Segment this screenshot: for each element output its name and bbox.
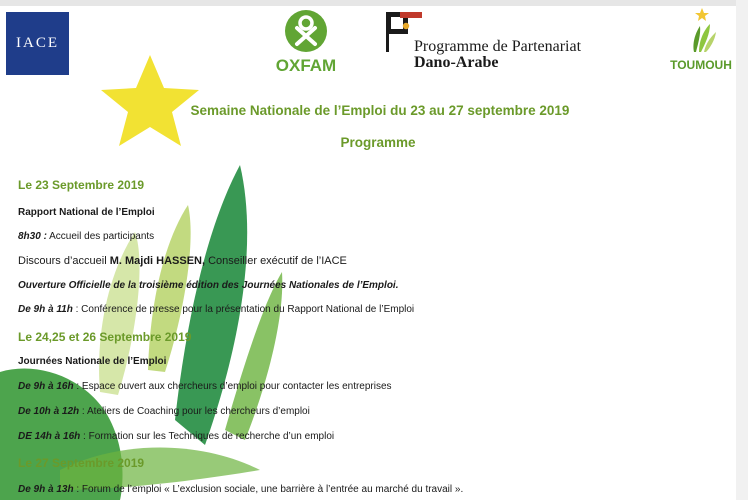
star-icon — [101, 55, 199, 146]
day3-item1-time: De 9h à 13h — [18, 484, 74, 495]
ppda-logo — [386, 12, 616, 72]
day2-item2-time: De 10h à 12h — [18, 406, 80, 417]
day2-item2 — [18, 406, 310, 417]
toumouh-logo-text: TOUMOUH — [670, 58, 732, 72]
day1-section: Rapport National de l’Emploi — [18, 207, 155, 218]
oxfam-logo — [270, 10, 340, 80]
ppda-logo-line2: Dano-Arabe — [414, 54, 499, 71]
day1-item3: Ouverture Officielle de la troisième édition des Journées Nationales de l’Emploi. — [18, 280, 399, 291]
day1-item4 — [18, 304, 414, 315]
day2-item2-text: : Ateliers de Coaching pour les chercheurs d’emploi — [79, 406, 310, 417]
iace-logo-text: IACE — [16, 35, 59, 51]
ppda-logo-line1: Programme de Partenariat — [414, 38, 582, 55]
day3-item1 — [18, 484, 463, 495]
day1-item2 — [18, 255, 347, 267]
page-title: Semaine Nationale de l’Emploi du 23 au 27 septembre 2019 — [190, 103, 570, 118]
day2-item1-time: De 9h à 16h — [18, 381, 74, 392]
oxfam-logo-text: OXFAM — [275, 56, 337, 75]
day1-item2-pre: Discours d’accueil — [18, 255, 110, 267]
day1-item2-post: Conseiller exécutif de l’IACE — [205, 255, 347, 267]
day1-heading: Le 23 Septembre 2019 — [18, 178, 145, 192]
day2-item1-text: : Espace ouvert aux chercheurs d’emploi pour contacter les entreprises — [73, 381, 392, 392]
toumouh-logo — [664, 8, 738, 74]
day1-item4-text: : Conférence de presse pour la présentation du Rapport National de l’Emploi — [72, 304, 415, 315]
day1-item1 — [18, 231, 154, 242]
day2-heading: Le 24,25 et 26 Septembre 2019 — [18, 330, 192, 344]
day3-heading: Le 27 Septembre 2019 — [18, 456, 145, 470]
day3-item1-text: : Forum de l’emploi « L’exclusion sociale, une barrière à l’entrée au marché du travail ». — [73, 484, 464, 495]
day2-item3 — [18, 431, 334, 442]
day2-item3-time: DE 14h à 16h — [18, 431, 81, 442]
day2-section: Journées Nationale de l’Emploi — [18, 356, 167, 367]
day1-item1-time: 8h30 : — [18, 231, 47, 242]
oxfam-icon — [285, 10, 327, 52]
day1-item2-name: M. Majdi HASSEN, — [109, 255, 206, 267]
toumouh-mark-icon — [686, 8, 718, 54]
day2-item3-text: : Formation sur les Techniques de recherche d’un emploi — [80, 431, 335, 442]
day1-item1-text: Accueil des participants — [46, 231, 155, 242]
day1-item4-time: De 9h à 11h — [18, 304, 73, 315]
iace-logo — [6, 12, 69, 75]
page-subtitle: Programme — [340, 135, 416, 150]
day2-item1 — [18, 381, 392, 392]
